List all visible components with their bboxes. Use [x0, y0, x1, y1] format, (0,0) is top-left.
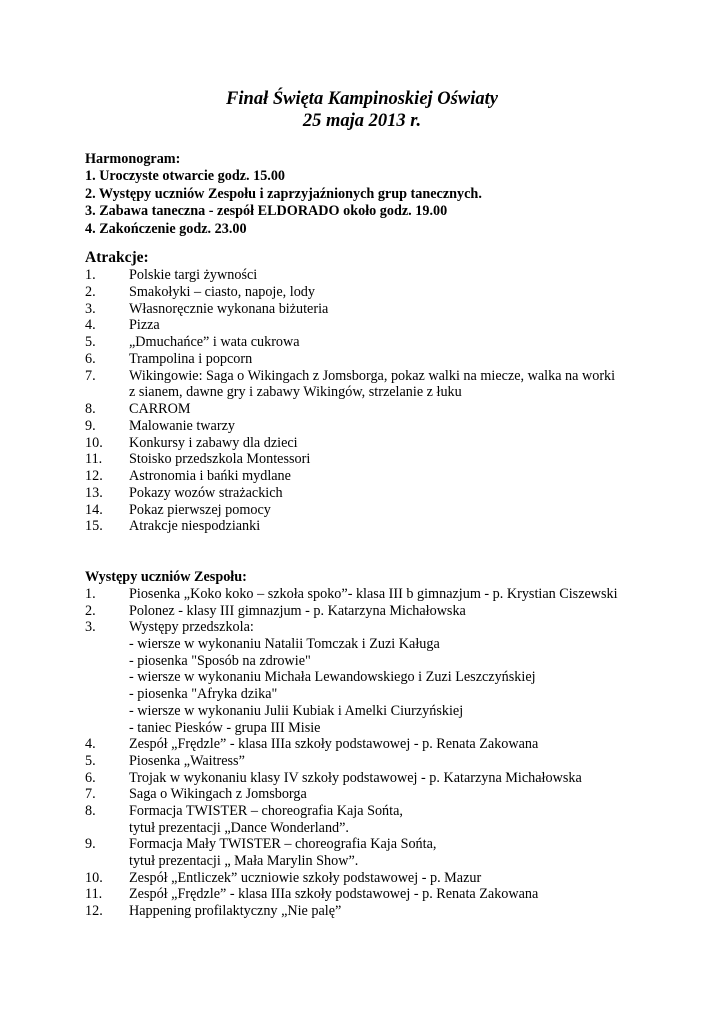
list-item-number: 3. [85, 619, 96, 636]
list-item-text: Smakołyki – ciasto, napoje, lody [129, 283, 315, 300]
list-item [85, 903, 618, 920]
list-item-text: Konkursy i zabawy dla dzieci [129, 434, 298, 451]
list-item-number: 13. [85, 484, 103, 501]
list-item-number: 10. [85, 434, 103, 451]
list-item-text: Własnoręcznie wykonana biżuteria [129, 300, 329, 317]
list-subitem: - wiersze w wykonaniu Julii Kubiak i Amelki Ciurzyńskiej [129, 702, 464, 719]
list-item-number: 6. [85, 769, 96, 786]
list-item-number: 11. [85, 451, 103, 468]
list-item-text: Astronomia i bańki mydlane [129, 468, 291, 484]
list-item [85, 267, 615, 284]
list-item [85, 886, 618, 903]
list-item [85, 401, 615, 418]
list-item-number: 12. [85, 903, 103, 920]
list-item-number: 2. [85, 283, 96, 300]
list-item [85, 736, 618, 753]
wystepy-list [85, 586, 618, 920]
list-item-number: 11. [85, 886, 103, 903]
list-item-number: 7. [85, 786, 96, 803]
list-item [85, 368, 615, 385]
list-subitem: - wiersze w wykonaniu Natalii Tomczak i Zuzi Kaługa [129, 636, 440, 653]
list-item [85, 586, 618, 603]
list-item [85, 435, 615, 452]
document-title [0, 88, 724, 132]
list-item-number: 9. [85, 836, 96, 853]
list-item [85, 502, 615, 519]
list-item-number: 10. [85, 869, 103, 886]
list-item-text: Polonez - klasy III gimnazjum - p. Katarzyna Michałowska [129, 602, 466, 619]
title-line-2: 25 maja 2013 r. [302, 111, 422, 131]
list-item [85, 334, 615, 351]
list-item-text: Pokazy wozów strażackich [129, 484, 283, 501]
list-item-text: „Dmuchańce” i wata cukrowa [129, 334, 300, 350]
list-item-continuation: z sianem, dawne gry i zabawy Wikingów, strzelanie z łuku [129, 384, 462, 401]
list-item-number: 4. [85, 736, 96, 753]
list-item-text: Piosenka „Waitress” [129, 752, 245, 769]
list-item-text: CARROM [129, 401, 191, 417]
list-item-text: Zespół „Entliczek” uczniowie szkoły podstawowej - p. Mazur [129, 869, 482, 886]
list-item [85, 803, 618, 820]
list-item-text: Występy przedszkola: [129, 619, 254, 636]
harmonogram-item: 3. Zabawa taneczna - zespół ELDORADO około godz. 19.00 [85, 203, 448, 220]
list-item-number: 3. [85, 300, 96, 317]
harmonogram-item: 1. Uroczyste otwarcie godz. 15.00 [85, 168, 286, 185]
list-item-text: Atrakcje niespodzianki [129, 518, 261, 535]
list-item [85, 836, 618, 853]
list-item-text: Stoisko przedszkola Montessori [129, 451, 311, 468]
list-item-text: Zespół „Frędzle” - klasa IIIa szkoły podstawowej - p. Renata Zakowana [129, 886, 539, 903]
list-item-number: 8. [85, 802, 96, 819]
list-item-text: Happening profilaktyczny „Nie palę” [129, 903, 342, 920]
list-item [85, 418, 615, 435]
list-item-number: 4. [85, 317, 96, 334]
atrakcje-heading: Atrakcje: [85, 249, 149, 266]
list-item-number: 6. [85, 350, 96, 367]
list-item [85, 284, 615, 301]
list-item [85, 468, 615, 485]
list-item-number: 12. [85, 468, 103, 484]
list-item [85, 786, 618, 803]
list-item-text: Malowanie twarzy [129, 417, 235, 434]
list-item-text: Trojak w wykonaniu klasy IV szkoły podstawowej - p. Katarzyna Michałowska [129, 769, 582, 786]
list-item-text: Piosenka „Koko koko – szkoła spoko”- klasa III b gimnazjum - p. Krystian Ciszewski [129, 586, 618, 602]
list-item-number: 8. [85, 401, 96, 417]
list-item-number: 5. [85, 334, 96, 350]
list-item-number: 7. [85, 367, 96, 384]
harmonogram-item: 4. Zakończenie godz. 23.00 [85, 220, 247, 237]
list-item [85, 317, 615, 334]
list-subitem: tytuł prezentacji „Dance Wonderland”. [129, 819, 349, 836]
list-subitem: - wiersze w wykonaniu Michała Lewandowskiego i Zuzi Leszczyńskiej [129, 669, 536, 686]
harmonogram-heading: Harmonogram: [85, 151, 181, 167]
atrakcje-list [85, 267, 615, 535]
list-item [85, 518, 615, 535]
harmonogram-item: 2. Występy uczniów Zespołu i zaprzyjaźnionych grup tanecznych. [85, 185, 482, 202]
list-item-text: Polskie targi żywności [129, 267, 258, 283]
list-subitem: - taniec Piesków - grupa III Misie [129, 719, 321, 736]
list-item [85, 753, 618, 770]
list-item [85, 603, 618, 620]
list-item [85, 351, 615, 368]
list-item [85, 619, 618, 636]
list-item [85, 301, 615, 318]
list-subitem: - piosenka "Sposób na zdrowie" [129, 652, 311, 669]
list-item-number: 15. [85, 518, 103, 535]
harmonogram-section [85, 151, 482, 238]
list-item [85, 870, 618, 887]
list-item-text: Formacja TWISTER – choreografia Kaja Sońta, [129, 802, 403, 819]
list-item-number: 1. [85, 586, 96, 602]
list-item [85, 485, 615, 502]
list-item-text: Saga o Wikingach z Jomsborga [129, 786, 307, 803]
list-item-number: 5. [85, 752, 96, 769]
list-item-text: Pizza [129, 317, 160, 334]
list-item-number: 2. [85, 602, 96, 619]
list-subitem: - piosenka "Afryka dzika" [129, 686, 278, 703]
list-item-text: Formacja Mały TWISTER – choreografia Kaja Sońta, [129, 836, 437, 853]
list-subitem: tytuł prezentacji „ Mała Marylin Show”. [129, 853, 359, 869]
list-item-number: 14. [85, 501, 103, 518]
list-item [85, 770, 618, 787]
list-item [85, 451, 615, 468]
list-item-text: Wikingowie: Saga o Wikingach z Jomsborga, pokaz walki na miecze, walka na worki [129, 367, 616, 384]
list-item-text: Zespół „Frędzle” - klasa IIIa szkoły podstawowej - p. Renata Zakowana [129, 736, 539, 753]
list-item-number: 9. [85, 417, 96, 434]
list-item-number: 1. [85, 267, 96, 283]
list-item-text: Pokaz pierwszej pomocy [129, 501, 271, 518]
wystepy-heading: Występy uczniów Zespołu: [85, 569, 247, 585]
title-line-1: Finał Święta Kampinoskiej Oświaty [226, 89, 498, 109]
list-item-text: Trampolina i popcorn [129, 350, 253, 367]
